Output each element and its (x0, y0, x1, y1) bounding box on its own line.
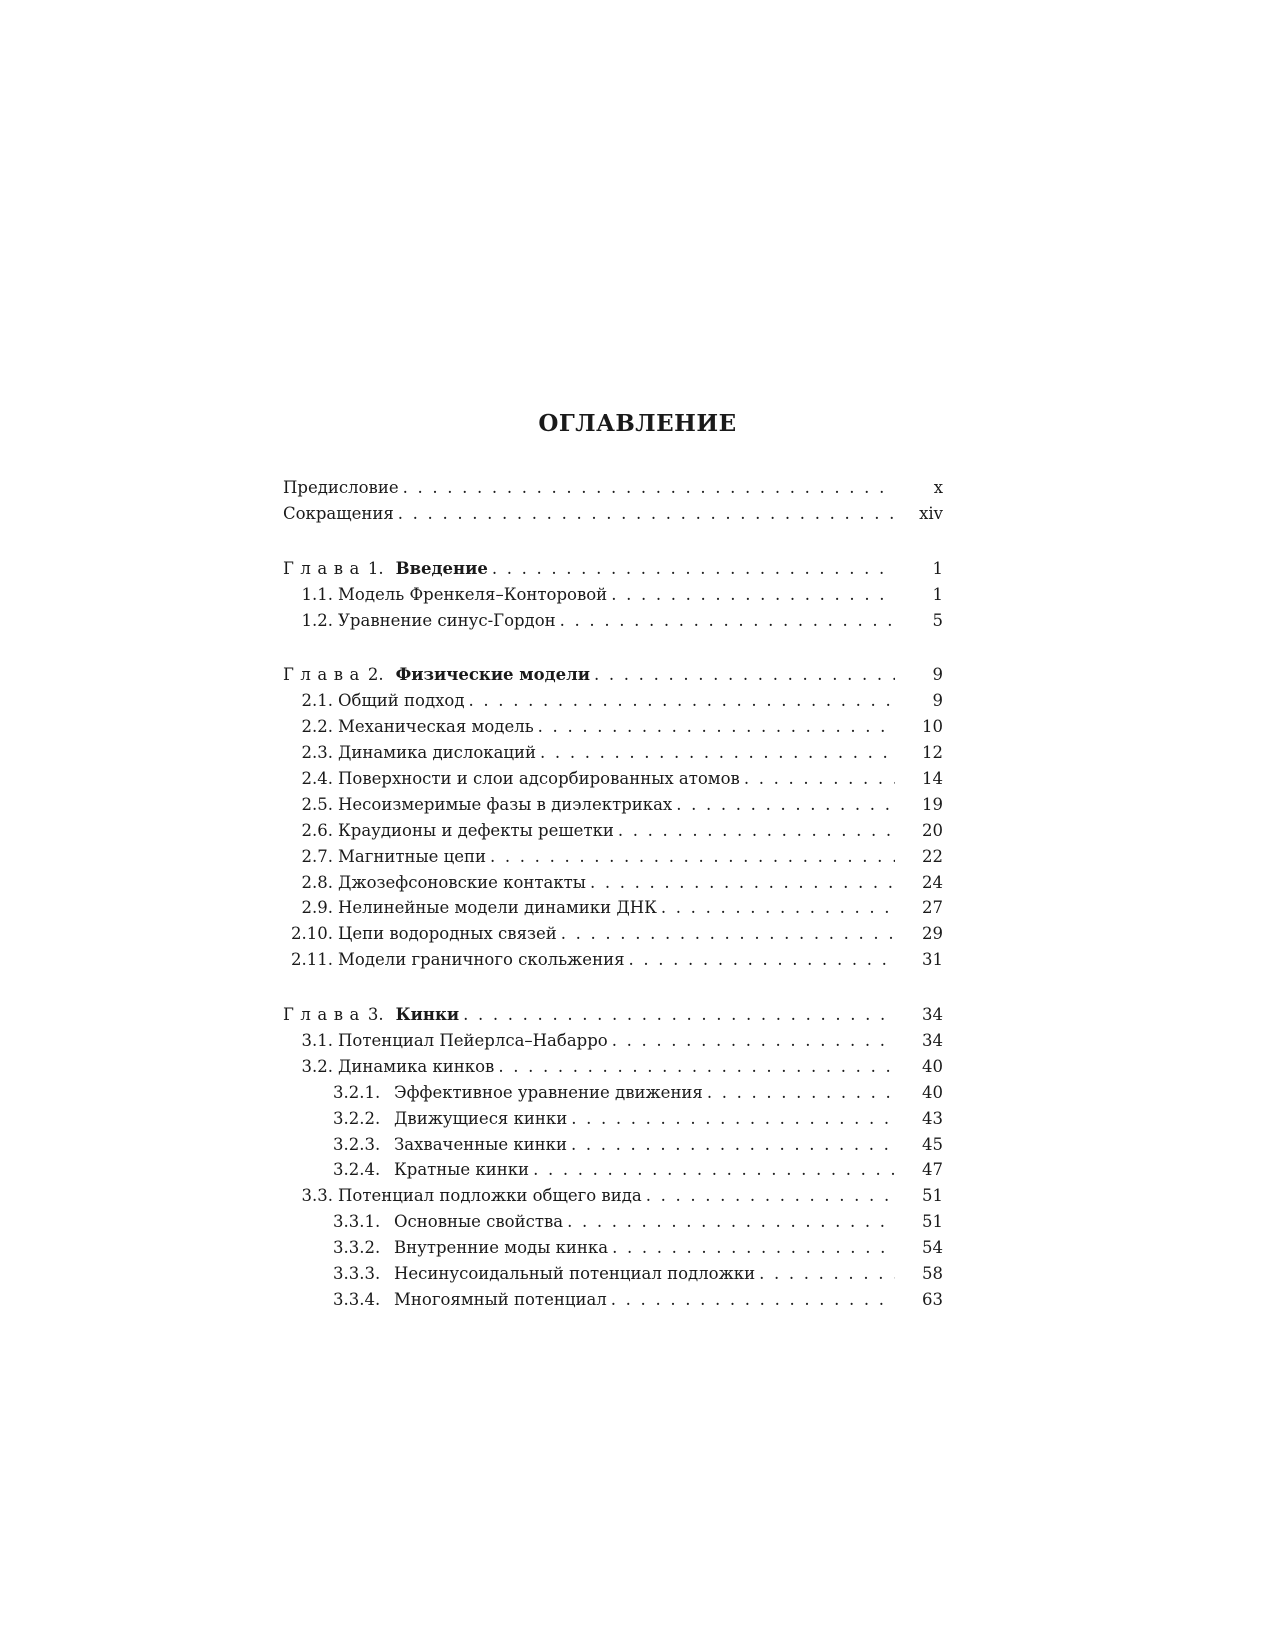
toc-entry-chapter[interactable] (283, 662, 943, 688)
section-label: Уравнение синус-Гордон (338, 610, 556, 630)
section-label: Нелинейные модели динамики ДНК (338, 898, 657, 918)
section-number: 3.2.2. (333, 1108, 381, 1128)
toc-entry-subsection[interactable] (283, 1132, 943, 1158)
section-label: Внутренние моды кинка (394, 1238, 609, 1258)
toc-entry-label: Предисловие (283, 478, 399, 497)
section-number: 2.1. (301, 691, 333, 711)
section-number: 2.10. (291, 924, 333, 944)
toc-entry-section[interactable] (283, 1028, 943, 1054)
toc-entry-chapter[interactable] (283, 1002, 943, 1028)
toc-entry-page: xiv (919, 503, 943, 523)
toc-entry-page: 27 (922, 898, 943, 918)
toc-entry-section[interactable] (283, 608, 943, 634)
dot-leader (744, 766, 895, 792)
toc-entry-subsection[interactable] (283, 1287, 943, 1313)
dot-leader (398, 501, 895, 527)
toc-entry-page: 63 (922, 1289, 943, 1309)
dot-leader (561, 921, 895, 947)
chapter-number: 1. (367, 558, 384, 578)
section-number: 3.3.1. (333, 1212, 381, 1232)
dot-leader (571, 1106, 895, 1132)
section-label: Несинусоидальный потенциал подложки (394, 1264, 756, 1284)
chapter-prefix: Глава (283, 1005, 366, 1025)
page-title: ОГЛАВЛЕНИЕ (538, 410, 737, 437)
dot-leader (469, 688, 895, 714)
chapter-group (283, 556, 943, 634)
dot-leader (492, 556, 895, 582)
chapter-number: 2. (367, 665, 384, 685)
toc-entry-front[interactable] (283, 501, 943, 527)
section-number: 3.2.1. (333, 1082, 381, 1102)
section-label: Кратные кинки (394, 1160, 530, 1180)
section-number: 3.3.4. (333, 1289, 381, 1309)
section-number: 2.6. (301, 820, 333, 840)
chapter-title: Кинки (395, 1005, 460, 1025)
dot-leader (611, 1287, 895, 1313)
toc-entry-section[interactable] (283, 714, 943, 740)
dot-leader (676, 792, 895, 818)
dot-leader (646, 1183, 895, 1209)
section-number: 3.2.4. (333, 1160, 381, 1180)
dot-leader (590, 870, 895, 896)
dot-leader (707, 1080, 895, 1106)
section-label: Потенциал Пейерлса–Набарро (338, 1031, 608, 1051)
dot-leader (594, 662, 895, 688)
toc-entry-page: 43 (922, 1108, 943, 1128)
section-number: 3.3.3. (333, 1264, 381, 1284)
toc-entry-section[interactable] (283, 688, 943, 714)
section-number: 3.3. (301, 1186, 333, 1206)
toc-entry-section[interactable] (283, 1183, 943, 1209)
chapter-heading (283, 662, 590, 688)
toc-entry-subsection[interactable] (283, 1261, 943, 1287)
chapter-title: Физические модели (395, 665, 591, 685)
dot-leader (612, 1235, 895, 1261)
toc-entry-page: 22 (922, 846, 943, 866)
toc-entry-section[interactable] (283, 740, 943, 766)
section-number: 2.3. (301, 743, 333, 763)
toc-entry-page: 5 (932, 610, 943, 630)
chapter-heading (283, 1002, 459, 1028)
toc-entry-page: 34 (922, 1005, 943, 1025)
toc-entry-page: 14 (922, 769, 943, 789)
toc-entry-label: Сокращения (283, 503, 394, 523)
section-number: 2.7. (301, 846, 333, 866)
dot-leader (661, 895, 895, 921)
chapter-group (283, 1002, 943, 1313)
toc-entry-page: 45 (922, 1134, 943, 1154)
table-of-contents (283, 475, 943, 1342)
toc-entry-page: 54 (922, 1238, 943, 1258)
toc-entry-page: x (933, 478, 943, 497)
toc-entry-subsection[interactable] (283, 1209, 943, 1235)
section-number: 2.4. (301, 769, 333, 789)
toc-entry-front[interactable] (283, 475, 943, 501)
dot-leader (463, 1002, 895, 1028)
toc-entry-section[interactable] (283, 921, 943, 947)
dot-leader (498, 1054, 895, 1080)
chapter-heading (283, 556, 488, 582)
chapter-prefix: Глава (283, 665, 366, 685)
section-label: Несоизмеримые фазы в диэлектриках (338, 794, 673, 814)
section-label: Джозефсоновские контакты (338, 872, 586, 892)
toc-entry-section[interactable] (283, 947, 943, 973)
chapter-prefix: Глава (283, 558, 366, 578)
chapter-title: Введение (395, 558, 488, 578)
dot-leader (560, 608, 895, 634)
section-number: 3.3.2. (333, 1238, 381, 1258)
toc-entry-section[interactable] (283, 818, 943, 844)
toc-entry-page: 58 (922, 1264, 943, 1284)
toc-entry-subsection[interactable] (283, 1106, 943, 1132)
section-label: Модель Френкеля–Конторовой (338, 584, 608, 604)
dot-leader (567, 1209, 895, 1235)
section-label: Механическая модель (338, 717, 534, 737)
dot-leader (571, 1132, 895, 1158)
toc-entry-page: 12 (922, 743, 943, 763)
section-number: 2.2. (301, 717, 333, 737)
dot-leader (611, 582, 895, 608)
dot-leader (490, 844, 895, 870)
section-label: Движущиеся кинки (394, 1108, 568, 1128)
section-number: 2.11. (291, 950, 333, 970)
toc-entry-chapter[interactable] (283, 556, 943, 582)
toc-entry-page: 9 (932, 665, 943, 685)
dot-leader (612, 1028, 895, 1054)
section-label: Поверхности и слои адсорбированных атомов (338, 769, 740, 789)
toc-entry-subsection[interactable] (283, 1080, 943, 1106)
section-number: 1.2. (301, 610, 333, 630)
toc-entry-page: 1 (932, 584, 943, 604)
section-label: Динамика дислокаций (338, 743, 537, 763)
section-label: Динамика кинков (338, 1056, 495, 1076)
section-number: 3.2.3. (333, 1134, 381, 1154)
section-number: 1.1. (301, 584, 333, 604)
section-number: 3.1. (301, 1031, 333, 1051)
section-label: Общий подход (338, 691, 465, 711)
section-label: Потенциал подложки общего вида (338, 1186, 642, 1206)
toc-entry-page: 29 (922, 924, 943, 944)
toc-entry-section[interactable] (283, 582, 943, 608)
toc-entry-section[interactable] (283, 766, 943, 792)
toc-entry-page: 9 (932, 691, 943, 711)
section-label: Многоямный потенциал (394, 1289, 607, 1309)
toc-entry-section[interactable] (283, 895, 943, 921)
toc-entry-page: 40 (922, 1056, 943, 1076)
dot-leader (628, 947, 895, 973)
toc-entry-section[interactable] (283, 844, 943, 870)
section-label: Захваченные кинки (394, 1134, 567, 1154)
section-label: Модели граничного скольжения (338, 950, 625, 970)
dot-leader (540, 740, 895, 766)
toc-entry-page: 40 (922, 1082, 943, 1102)
dot-leader (538, 714, 895, 740)
toc-entry-page: 19 (922, 794, 943, 814)
toc-entry-page: 51 (922, 1212, 943, 1232)
section-number: 2.9. (301, 898, 333, 918)
toc-entry-subsection[interactable] (283, 1235, 943, 1261)
toc-entry-page: 24 (922, 872, 943, 892)
toc-entry-page: 51 (922, 1186, 943, 1206)
section-label: Цепи водородных связей (338, 924, 557, 944)
toc-entry-page: 31 (922, 950, 943, 970)
section-number: 2.8. (301, 872, 333, 892)
section-number: 3.2. (301, 1056, 333, 1076)
chapter-group (283, 662, 943, 973)
toc-entry-page: 47 (922, 1160, 943, 1180)
toc-entry-subsection[interactable] (283, 1157, 943, 1183)
toc-entry-page: 1 (932, 558, 943, 578)
toc-entry-section[interactable] (283, 1054, 943, 1080)
dot-leader (618, 818, 895, 844)
dot-leader (759, 1261, 895, 1287)
toc-entry-page: 34 (922, 1031, 943, 1051)
toc-entry-page: 10 (922, 717, 943, 737)
dot-leader (533, 1157, 895, 1183)
toc-entry-section[interactable] (283, 870, 943, 896)
chapter-number: 3. (367, 1005, 384, 1025)
toc-entry-page: 20 (922, 820, 943, 840)
dot-leader (403, 475, 895, 501)
section-label: Магнитные цепи (338, 846, 487, 866)
section-number: 2.5. (301, 794, 333, 814)
section-label: Эффективное уравнение движения (394, 1082, 703, 1102)
section-label: Краудионы и дефекты решетки (338, 820, 614, 840)
front-matter (283, 475, 943, 527)
section-label: Основные свойства (394, 1212, 564, 1232)
toc-entry-section[interactable] (283, 792, 943, 818)
